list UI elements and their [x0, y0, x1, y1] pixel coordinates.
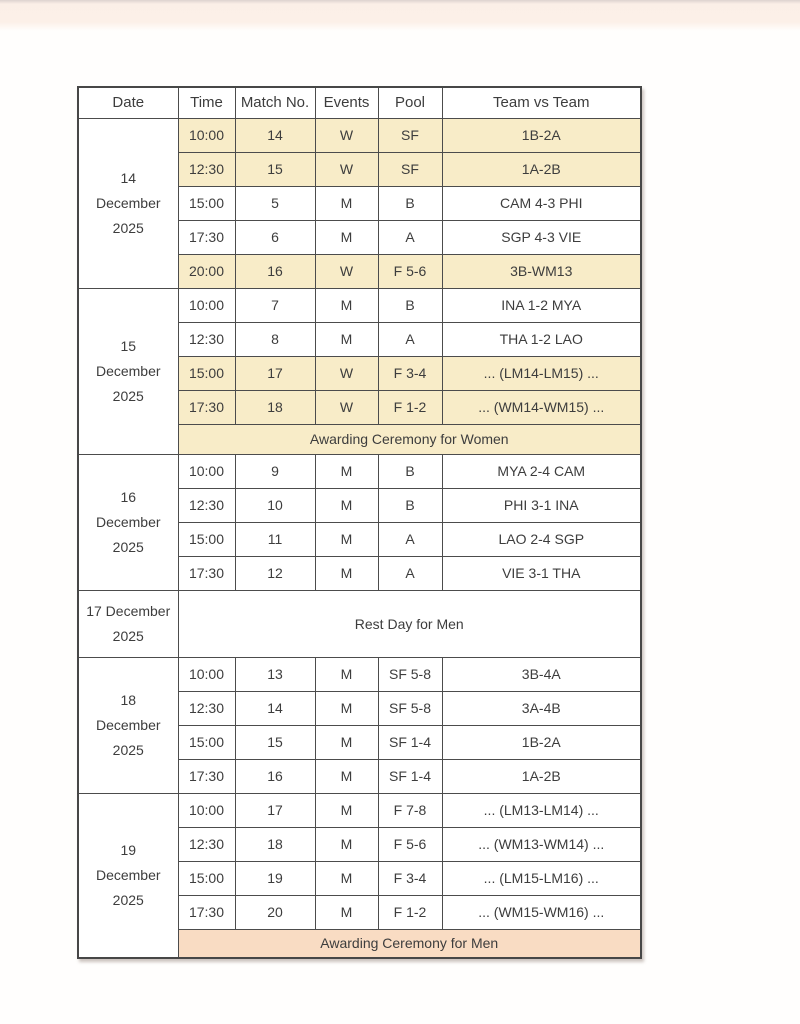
time-cell: 12:30 [178, 691, 235, 725]
match-no-cell: 14 [235, 691, 315, 725]
events-cell: M [315, 288, 378, 322]
time-cell: 15:00 [178, 356, 235, 390]
match-no-cell: 17 [235, 356, 315, 390]
header-cell-teams: Team vs Team [442, 87, 641, 118]
date-cell-17-dec [78, 590, 178, 657]
match-no-cell: 9 [235, 454, 315, 488]
time-cell: 20:00 [178, 254, 235, 288]
time-cell: 17:30 [178, 390, 235, 424]
pool-cell: A [378, 220, 442, 254]
events-cell: M [315, 454, 378, 488]
teams-cell: THA 1-2 LAO [442, 322, 641, 356]
events-cell: W [315, 118, 378, 152]
teams-cell: PHI 3-1 INA [442, 488, 641, 522]
pool-cell: B [378, 288, 442, 322]
match-no-cell: 6 [235, 220, 315, 254]
events-cell: M [315, 522, 378, 556]
pool-cell: SF 1-4 [378, 759, 442, 793]
teams-cell: SGP 4-3 VIE [442, 220, 641, 254]
time-cell: 17:30 [178, 895, 235, 929]
time-cell: 12:30 [178, 488, 235, 522]
events-cell: M [315, 657, 378, 691]
header-cell-events: Events [315, 87, 378, 118]
header-cell-time: Time [178, 87, 235, 118]
match-no-cell: 15 [235, 725, 315, 759]
date-text: 16 December 2025 [95, 489, 161, 555]
pool-cell: A [378, 556, 442, 590]
events-cell: M [315, 556, 378, 590]
pool-cell: A [378, 522, 442, 556]
teams-cell: 3B-WM13 [442, 254, 641, 288]
events-cell: M [315, 691, 378, 725]
events-cell: W [315, 390, 378, 424]
match-no-cell: 5 [235, 186, 315, 220]
events-cell: M [315, 220, 378, 254]
teams-cell: MYA 2-4 CAM [442, 454, 641, 488]
teams-cell: 1B-2A [442, 118, 641, 152]
events-cell: M [315, 322, 378, 356]
time-cell: 15:00 [178, 186, 235, 220]
schedule-row [78, 454, 641, 488]
page-top-tint [0, 0, 800, 32]
schedule-table-container [77, 86, 642, 959]
pool-cell: B [378, 454, 442, 488]
ceremony-banner-women: Awarding Ceremony for Women [178, 424, 641, 454]
teams-cell: VIE 3-1 THA [442, 556, 641, 590]
teams-cell: 3B-4A [442, 657, 641, 691]
teams-cell: ... (LM14-LM15) ... [442, 356, 641, 390]
match-no-cell: 12 [235, 556, 315, 590]
match-no-cell: 19 [235, 861, 315, 895]
pool-cell: F 3-4 [378, 356, 442, 390]
teams-cell: 1A-2B [442, 759, 641, 793]
header-cell-match-no: Match No. [235, 87, 315, 118]
time-cell: 12:30 [178, 322, 235, 356]
ceremony-banner-men: Awarding Ceremony for Men [178, 929, 641, 958]
pool-cell: F 5-6 [378, 254, 442, 288]
pool-cell: B [378, 186, 442, 220]
time-cell: 15:00 [178, 522, 235, 556]
pool-cell: SF 1-4 [378, 725, 442, 759]
pool-cell: F 1-2 [378, 390, 442, 424]
pool-cell: B [378, 488, 442, 522]
date-cell-19-dec [78, 793, 178, 958]
match-no-cell: 16 [235, 254, 315, 288]
events-cell: M [315, 759, 378, 793]
events-cell: M [315, 488, 378, 522]
schedule-row [78, 793, 641, 827]
match-no-cell: 20 [235, 895, 315, 929]
events-cell: M [315, 793, 378, 827]
match-no-cell: 18 [235, 390, 315, 424]
events-cell: W [315, 356, 378, 390]
time-cell: 12:30 [178, 152, 235, 186]
teams-cell: LAO 2-4 SGP [442, 522, 641, 556]
teams-cell: ... (LM13-LM14) ... [442, 793, 641, 827]
pool-cell: F 7-8 [378, 793, 442, 827]
match-no-cell: 15 [235, 152, 315, 186]
match-no-cell: 17 [235, 793, 315, 827]
match-no-cell: 8 [235, 322, 315, 356]
rest-day-banner: Rest Day for Men [178, 590, 641, 657]
match-no-cell: 18 [235, 827, 315, 861]
time-cell: 10:00 [178, 657, 235, 691]
pool-cell: F 3-4 [378, 861, 442, 895]
header-row [78, 87, 641, 118]
teams-cell: CAM 4-3 PHI [442, 186, 641, 220]
date-text: 19 December 2025 [95, 842, 161, 909]
match-schedule-table [77, 86, 642, 959]
events-cell: M [315, 861, 378, 895]
time-cell: 17:30 [178, 220, 235, 254]
time-cell: 17:30 [178, 759, 235, 793]
header-cell-date: Date [78, 87, 178, 118]
date-cell-15-dec [78, 288, 178, 454]
date-cell-16-dec [78, 454, 178, 590]
match-no-cell: 13 [235, 657, 315, 691]
events-cell: M [315, 895, 378, 929]
pool-cell: SF [378, 118, 442, 152]
time-cell: 17:30 [178, 556, 235, 590]
teams-cell: ... (LM15-LM16) ... [442, 861, 641, 895]
pool-cell: SF 5-8 [378, 657, 442, 691]
match-no-cell: 10 [235, 488, 315, 522]
time-cell: 15:00 [178, 725, 235, 759]
teams-cell: ... (WM14-WM15) ... [442, 390, 641, 424]
time-cell: 12:30 [178, 827, 235, 861]
date-text: 15 December 2025 [95, 338, 161, 404]
events-cell: W [315, 254, 378, 288]
date-cell-14-dec [78, 118, 178, 288]
pool-cell: SF 5-8 [378, 691, 442, 725]
teams-cell: ... (WM15-WM16) ... [442, 895, 641, 929]
pool-cell: F 1-2 [378, 895, 442, 929]
teams-cell: 1A-2B [442, 152, 641, 186]
date-text: 18 December 2025 [95, 692, 161, 758]
teams-cell: 1B-2A [442, 725, 641, 759]
time-cell: 10:00 [178, 118, 235, 152]
time-cell: 10:00 [178, 454, 235, 488]
date-text: 14 December 2025 [95, 170, 161, 236]
pool-cell: F 5-6 [378, 827, 442, 861]
teams-cell: INA 1-2 MYA [442, 288, 641, 322]
date-text: 17 December 2025 [86, 603, 171, 644]
schedule-row [78, 118, 641, 152]
match-no-cell: 11 [235, 522, 315, 556]
events-cell: W [315, 152, 378, 186]
match-no-cell: 16 [235, 759, 315, 793]
match-no-cell: 14 [235, 118, 315, 152]
events-cell: M [315, 827, 378, 861]
teams-cell: 3A-4B [442, 691, 641, 725]
time-cell: 10:00 [178, 793, 235, 827]
match-no-cell: 7 [235, 288, 315, 322]
events-cell: M [315, 186, 378, 220]
schedule-row [78, 288, 641, 322]
schedule-row [78, 657, 641, 691]
rest-day-row [78, 590, 641, 657]
pool-cell: A [378, 322, 442, 356]
time-cell: 15:00 [178, 861, 235, 895]
pool-cell: SF [378, 152, 442, 186]
events-cell: M [315, 725, 378, 759]
teams-cell: ... (WM13-WM14) ... [442, 827, 641, 861]
date-cell-18-dec [78, 657, 178, 793]
time-cell: 10:00 [178, 288, 235, 322]
header-cell-pool: Pool [378, 87, 442, 118]
